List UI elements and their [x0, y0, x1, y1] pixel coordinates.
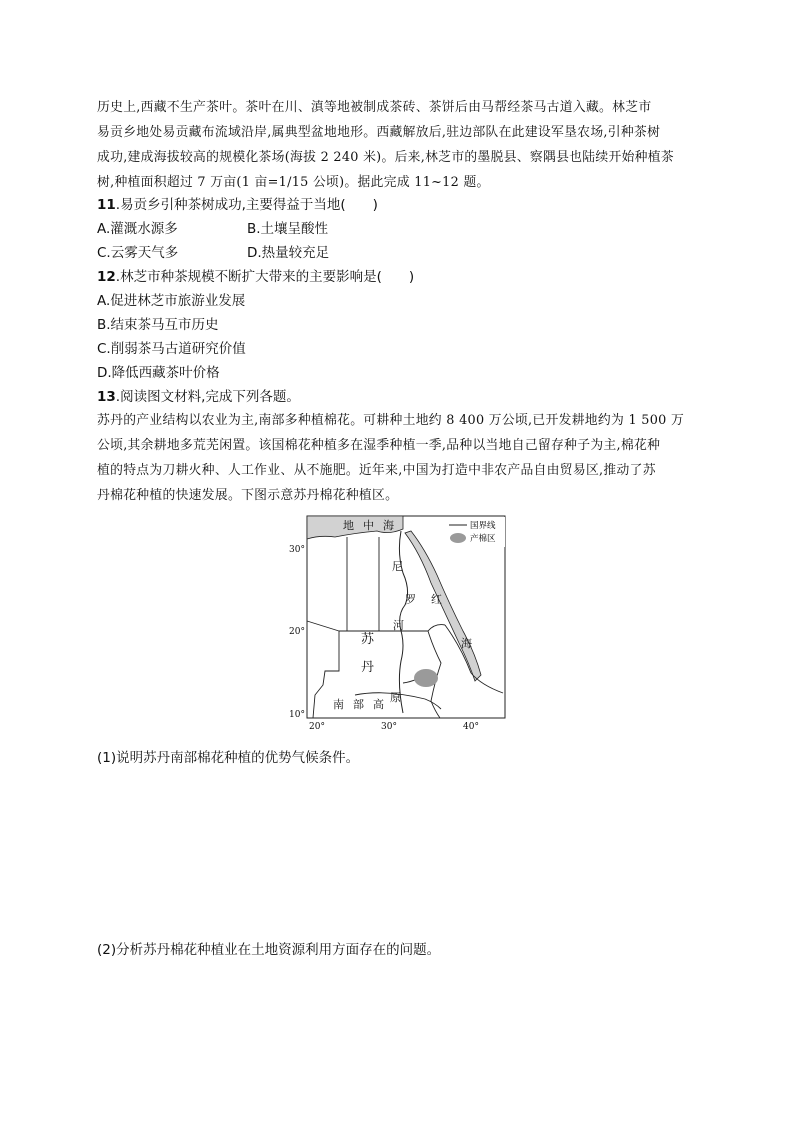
- legend-border-label: 国界线: [470, 521, 496, 531]
- label-sudan: 丹: [361, 660, 375, 675]
- lat-label: 10°: [289, 710, 305, 720]
- option-11-b[interactable]: B.土壤呈酸性: [247, 221, 329, 237]
- label-mediterranean: 海: [383, 519, 394, 532]
- label-southern-highlands: 南: [333, 698, 344, 711]
- label-red-sea: 红: [431, 593, 442, 606]
- legend-cotton-label: 产棉区: [470, 534, 496, 544]
- lon-label: 40°: [463, 722, 479, 732]
- option-12-d[interactable]: D.降低西藏茶叶价格: [97, 365, 220, 381]
- lon-label: 20°: [309, 722, 325, 732]
- option-12-b[interactable]: B.结束茶马互市历史: [97, 317, 219, 333]
- label-southern-highlands: 原: [390, 691, 401, 704]
- label-mediterranean: 中: [363, 519, 374, 532]
- option-11-d[interactable]: D.热量较充足: [247, 245, 330, 261]
- label-nile: 河: [393, 619, 404, 632]
- option-12-c[interactable]: C.削弱茶马古道研究价值: [97, 341, 246, 357]
- question-stem: .阅读图文材料,完成下列各题。: [115, 389, 300, 405]
- lon-label: 30°: [381, 722, 397, 732]
- sudan-cotton-map: [285, 513, 510, 733]
- material-line: 树,种植面积超过 7 万亩(1 亩=1/15 公顷)。据此完成 11~12 题。: [97, 175, 490, 190]
- question-12: [97, 267, 414, 287]
- material-passage-tea: [97, 95, 697, 195]
- longitude-labels: [309, 722, 479, 732]
- question-number: 12: [97, 269, 116, 285]
- cotton-area-shape: [414, 669, 438, 687]
- sub-question-2: (2)分析苏丹棉花种植业在土地资源利用方面存在的问题。: [97, 942, 441, 958]
- material-line: 历史上,西藏不生产茶叶。茶叶在川、滇等地被制成茶砖、茶饼后由马帮经茶马古道入藏。林芝市: [97, 100, 652, 115]
- latitude-labels: [289, 545, 305, 720]
- label-red-sea: 海: [461, 637, 472, 650]
- question-number: 13: [97, 389, 116, 405]
- material-line: 丹棉花种植的快速发展。下图示意苏丹棉花种植区。: [97, 488, 399, 503]
- label-sudan: 苏: [361, 632, 375, 647]
- question-11: [97, 195, 378, 215]
- material-line: 植的特点为刀耕火种、人工作业、从不施肥。近年来,中国为打造中非农产品自由贸易区,推动了苏: [97, 463, 656, 478]
- material-line: 苏丹的产业结构以农业为主,南部多种植棉花。可耕种土地约 8 400 万公顷,已开发耕地约为 1 500 万: [97, 413, 685, 428]
- lat-label: 30°: [289, 545, 305, 555]
- question-13: [97, 387, 300, 407]
- option-11-c[interactable]: C.云雾天气多: [97, 245, 179, 261]
- option-12-a[interactable]: A.促进林芝市旅游业发展: [97, 293, 246, 309]
- material-line: 公顷,其余耕地多荒芜闲置。该国棉花种植多在湿季种植一季,品种以当地自己留存种子为主,棉花种: [97, 438, 661, 453]
- label-southern-highlands: 部: [353, 698, 364, 711]
- map-legend: [445, 517, 505, 547]
- material-line: 成功,建成海拔较高的规模化茶场(海拔 2 240 米)。后来,林芝市的墨脱县、察隅县也陆续开始种植茶: [97, 150, 674, 165]
- question-number: 11: [97, 197, 116, 213]
- question-stem: .林芝市种茶规模不断扩大带来的主要影响是( ): [115, 269, 415, 285]
- label-nile: 罗: [405, 593, 416, 606]
- label-southern-highlands: 高: [373, 698, 384, 711]
- lat-label: 20°: [289, 627, 305, 637]
- material-passage-sudan: [97, 408, 697, 508]
- material-line: 易贡乡地处易贡藏布流域沿岸,属典型盆地地形。西藏解放后,驻边部队在此建设军垦农场,引种茶树: [97, 125, 661, 140]
- label-mediterranean: 地: [343, 519, 354, 532]
- question-stem: .易贡乡引种茶树成功,主要得益于当地( ): [115, 197, 378, 213]
- legend-cotton-swatch: [450, 533, 466, 543]
- option-11-a[interactable]: A.灌溉水源多: [97, 221, 178, 237]
- sub-question-1: (1)说明苏丹南部棉花种植的优势气候条件。: [97, 750, 360, 766]
- label-nile: 尼: [392, 560, 403, 573]
